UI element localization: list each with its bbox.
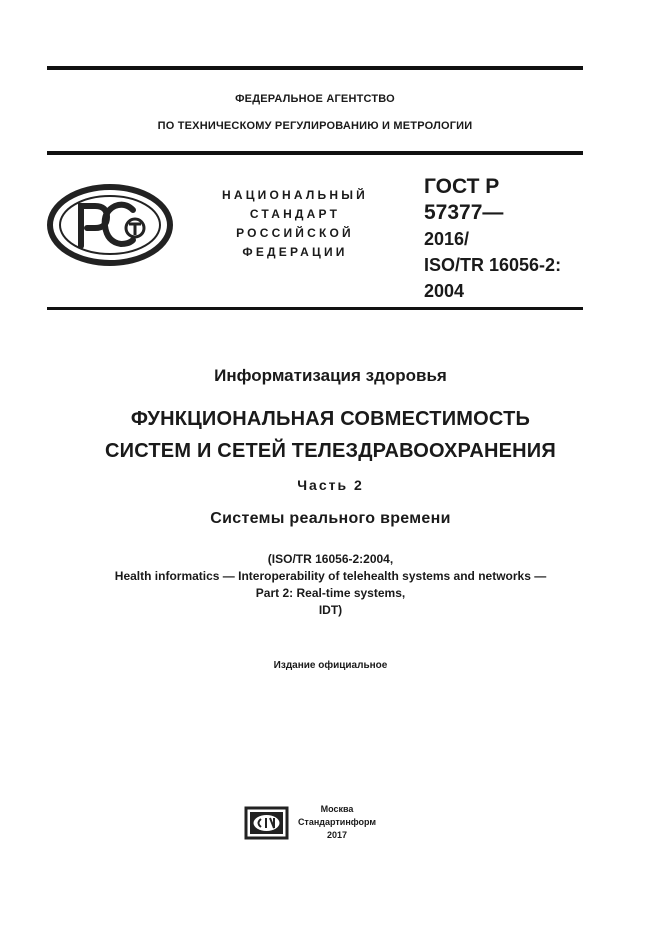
national-line-2: СТАНДАРТ (249, 207, 341, 221)
header-rule (47, 151, 583, 155)
designation-line-2: 57377— (424, 201, 504, 224)
designation-rule (47, 307, 583, 310)
designation-line-4: ISO/TR 16056-2: (424, 255, 562, 275)
national-line-4: ФЕДЕРАЦИИ (242, 245, 348, 259)
certification-logo-icon (47, 184, 173, 266)
publisher-city: Москва (320, 804, 354, 814)
iso-line-1: (ISO/TR 16056-2:2004, (267, 552, 394, 566)
agency-name-line1: ФЕДЕРАЛЬНОЕ АГЕНТСТВО (235, 93, 395, 105)
iso-line-4: IDT) (318, 603, 343, 617)
iso-line-3: Part 2: Real-time systems, (255, 586, 406, 600)
national-line-1: НАЦИОНАЛЬНЫЙ (221, 188, 369, 202)
edition-label: Издание официальное (273, 660, 388, 671)
national-line-3: РОССИЙСКОЙ (236, 226, 354, 240)
main-title (0, 403, 661, 467)
designation-line-3: 2016/ (424, 229, 470, 249)
series-title: Информатизация здоровья (214, 366, 447, 385)
publisher-logo-icon (244, 806, 289, 840)
publisher-info (292, 803, 382, 842)
iso-line-2: Health informatics — Interoperability of telehealth systems and networks — (114, 569, 547, 583)
iso-reference (0, 551, 661, 619)
part-title: Системы реального времени (210, 510, 451, 527)
part-number: Часть 2 (297, 477, 364, 493)
designation-line-1: ГОСТ Р (424, 175, 500, 198)
designation-line-5: 2004 (424, 281, 465, 301)
standard-designation (424, 174, 589, 304)
national-standard-label (205, 186, 385, 262)
main-title-line1: ФУНКЦИОНАЛЬНАЯ СОВМЕСТИМОСТЬ (130, 408, 531, 430)
publisher-name: Стандартинформ (297, 817, 377, 827)
main-title-line2: СИСТЕМ И СЕТЕЙ ТЕЛЕЗДРАВООХРАНЕНИЯ (105, 440, 556, 462)
agency-name-line2: ПО ТЕХНИЧЕСКОМУ РЕГУЛИРОВАНИЮ И МЕТРОЛОГИИ (157, 120, 473, 132)
publisher-year: 2017 (326, 830, 348, 840)
top-rule (47, 66, 583, 70)
